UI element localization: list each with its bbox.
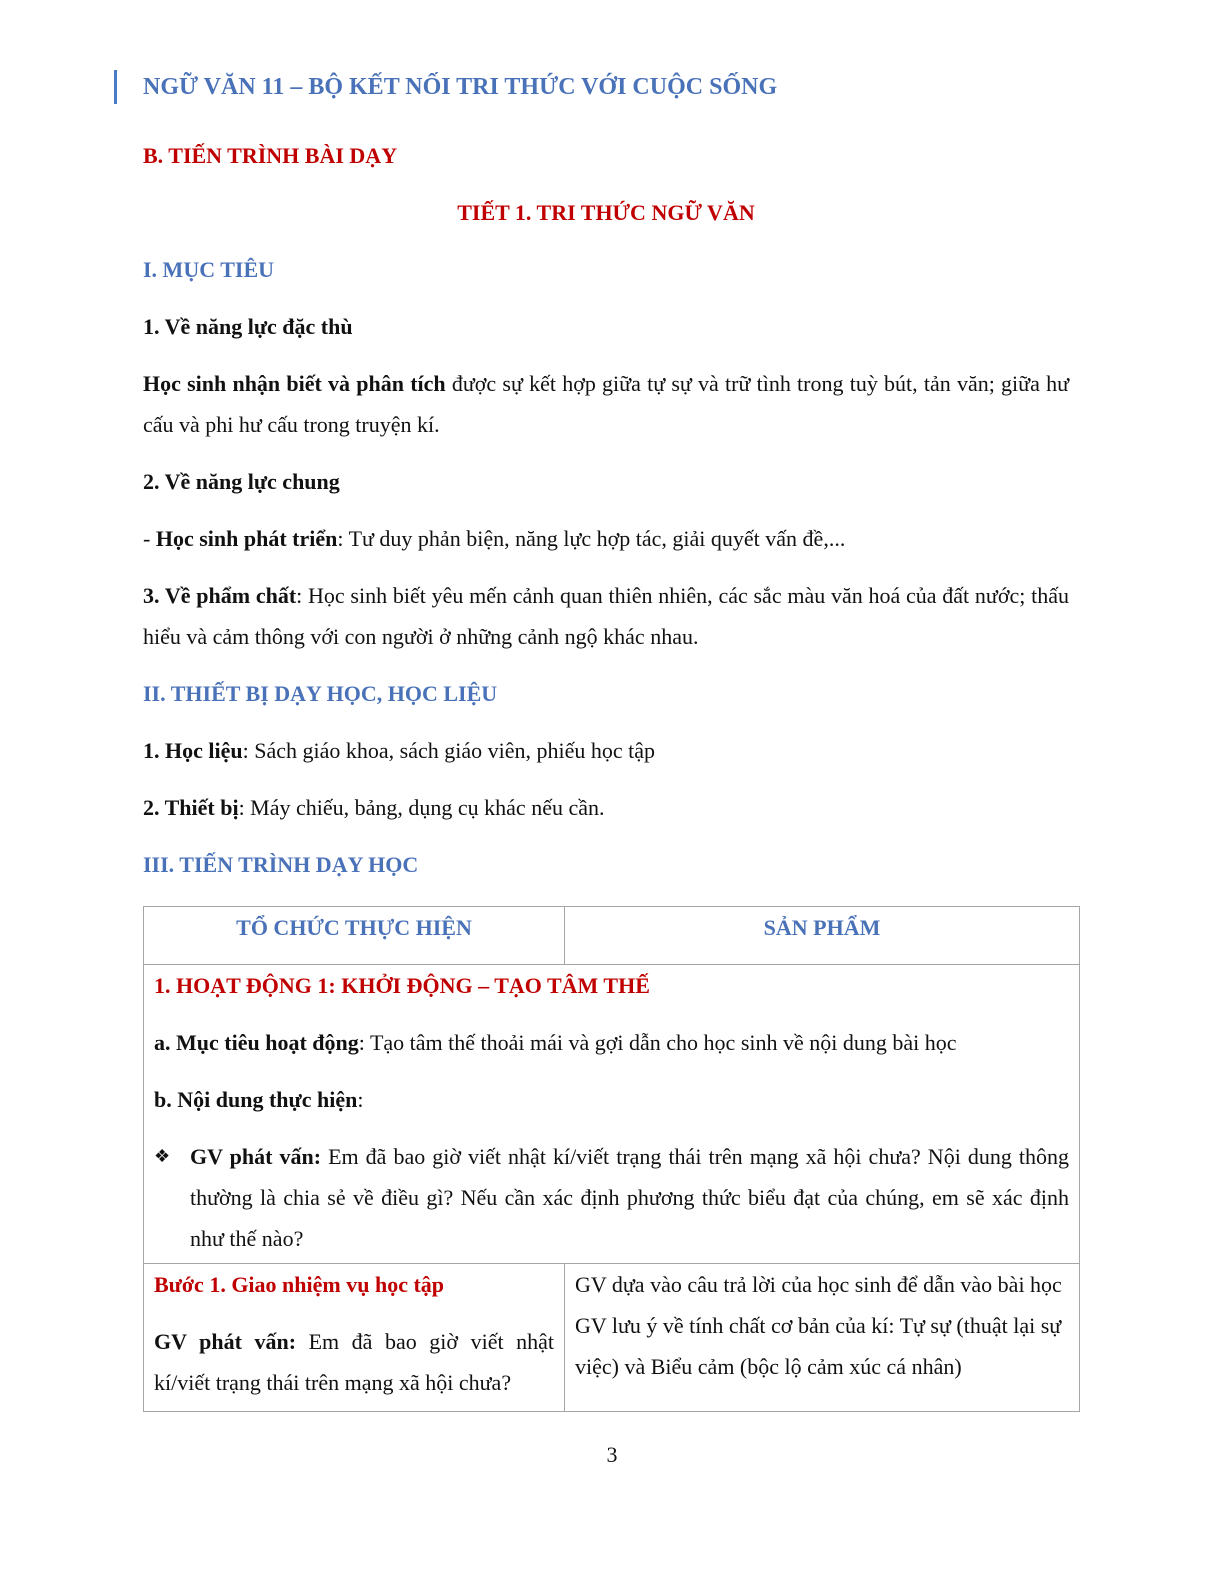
section-1-heading: I. MỤC TIÊU — [143, 257, 275, 282]
table-row — [144, 1264, 1080, 1412]
paragraph-bold-lead: Học sinh phát triển — [155, 526, 338, 551]
paragraph-materials — [143, 730, 1069, 771]
table-row — [144, 965, 1080, 1264]
paragraph-text: Em đã bao giờ viết nhật kí/viết trạng thái trên mạng xã hội chưa? — [154, 1329, 554, 1395]
lesson-title: TIẾT 1. TRI THỨC NGỮ VĂN — [457, 200, 755, 225]
dash-prefix: - — [143, 526, 156, 551]
product-text: GV lưu ý về tính chất cơ bản của kí: Tự sự (thuật lại sự việc) và Biểu cảm (bộc lộ cảm xúc cá nhân) — [575, 1313, 1062, 1379]
activity-title: 1. HOẠT ĐỘNG 1: KHỞI ĐỘNG – TẠO TÂM THẾ — [154, 973, 650, 998]
diamond-bullet-icon: ❖ — [154, 1146, 171, 1166]
paragraph-bold-lead: Học sinh nhận biết và phân tích — [143, 371, 446, 396]
paragraph-specific-competence — [143, 363, 1069, 445]
paragraph-text: : Học sinh biết yêu mến cảnh quan thiên nhiên, các sắc màu văn hoá của đất nước; thấu hiểu và cảm thông với con người ở những cảnh ngộ khác nhau. — [143, 583, 1069, 649]
running-header: NGỮ VĂN 11 – BỘ KẾT NỐI TRI THỨC VỚI CUỘC SỐNG — [114, 70, 777, 104]
paragraph-text: : Tạo tâm thế thoải mái và gợi dẫn cho học sinh về nội dung bài học — [358, 1030, 957, 1055]
activity-content — [154, 1079, 1069, 1120]
table-header-row — [144, 907, 1080, 965]
paragraph-bold-lead: GV phát vấn: — [190, 1144, 322, 1169]
subheading-general-competence: 2. Về năng lực chung — [143, 469, 340, 494]
paragraph-general-competence — [143, 518, 1069, 559]
paragraph-text: : Máy chiếu, bảng, dụng cụ khác nếu cần. — [238, 795, 605, 820]
page-number: 3 — [606, 1442, 618, 1467]
list-item — [154, 1136, 1069, 1259]
paragraph-text: Em đã bao giờ viết nhật kí/viết trạng thái trên mạng xã hội chưa? Nội dung thông thường là chia sẻ về điều gì? Nếu cần xác định phương thức biểu đạt của chúng, em sẽ xác định như thế nào? — [190, 1144, 1069, 1251]
activity-goal — [154, 1022, 1069, 1063]
product-cell — [565, 1264, 1080, 1412]
paragraph-text: : Tư duy phản biện, năng lực hợp tác, giải quyết vấn đề,... — [337, 526, 846, 551]
paragraph-text: được sự kết hợp giữa tự sự và trữ tình trong tuỳ bút, tản văn; giữa hư cấu và phi hư cấu trong truyện kí. — [143, 371, 1070, 437]
paragraph-equipment — [143, 787, 1069, 828]
paragraph-bold-lead: b. Nội dung thực hiện — [154, 1087, 358, 1112]
lesson-table — [143, 906, 1080, 1412]
column-header-organization: TỔ CHỨC THỰC HIỆN — [144, 907, 565, 965]
section-3-heading: III. TIẾN TRÌNH DẠY HỌC — [143, 852, 419, 877]
step-question — [154, 1321, 554, 1403]
paragraph-bold-lead: 1. Học liệu — [143, 738, 243, 763]
step-title: Bước 1. Giao nhiệm vụ học tập — [154, 1272, 445, 1297]
paragraph-text: : Sách giáo khoa, sách giáo viên, phiếu học tập — [242, 738, 655, 763]
product-text: GV dựa vào câu trả lời của học sinh để dẫn vào bài học — [575, 1272, 1062, 1297]
step-cell — [144, 1264, 565, 1412]
paragraph-bold-lead: a. Mục tiêu hoạt động — [154, 1030, 359, 1055]
section-2-heading: II. THIẾT BỊ DẠY HỌC, HỌC LIỆU — [143, 681, 498, 706]
paragraph-bold-lead: 2. Thiết bị — [143, 795, 239, 820]
activity-cell — [144, 965, 1080, 1264]
paragraph-text: : — [357, 1087, 364, 1112]
paragraph-bold-lead: 3. Về phẩm chất — [143, 583, 297, 608]
paragraph-bold-lead: GV phát vấn: — [154, 1329, 297, 1354]
column-header-product: SẢN PHẨM — [565, 907, 1080, 965]
document-body — [143, 135, 1069, 885]
bullet-text — [190, 1136, 1069, 1259]
section-b-heading: B. TIẾN TRÌNH BÀI DẠY — [143, 143, 398, 168]
paragraph-qualities — [143, 575, 1069, 657]
subheading-specific-competence: 1. Về năng lực đặc thù — [143, 314, 353, 339]
